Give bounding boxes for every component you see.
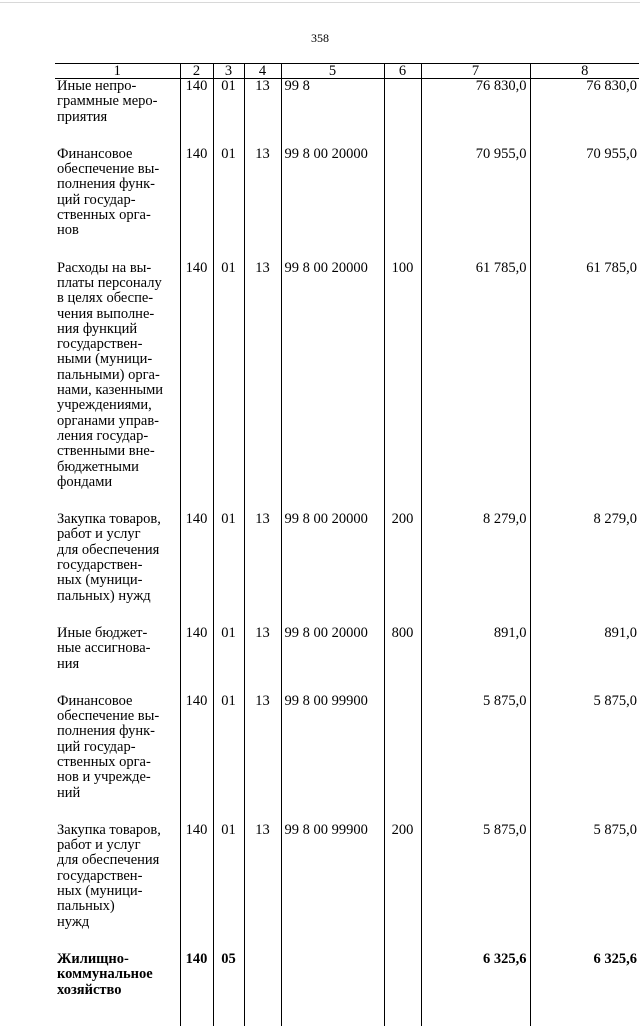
cell-code-6 <box>384 79 421 147</box>
cell-amount-7: 70 955,0 <box>421 147 530 261</box>
cell-amount-7: 8 279,0 <box>421 512 530 626</box>
cell-code-4: 13 <box>244 147 281 261</box>
cell-code-6 <box>384 694 421 823</box>
cell-code-3: 05 <box>213 952 244 1026</box>
table-row <box>55 823 639 952</box>
cell-code-4: 13 <box>244 261 281 512</box>
cell-amount-7: 61 785,0 <box>421 261 530 512</box>
cell-code-4 <box>244 952 281 1026</box>
cell-code-4: 13 <box>244 694 281 823</box>
cell-code-3: 01 <box>213 147 244 261</box>
cell-code-3: 01 <box>213 79 244 147</box>
cell-amount-8: 70 955,0 <box>530 147 639 261</box>
table-row <box>55 512 639 626</box>
row-name: Жилищно- коммунальное хозяйство <box>57 950 153 998</box>
row-name: Финансовое обеспечение вы- полнения функ- ций государ- ственных орга- нов и учрежде- ний <box>57 692 160 801</box>
cell-code-6: 800 <box>384 626 421 694</box>
column-header: 5 <box>281 64 384 79</box>
row-name: Закупка товаров, работ и услуг для обеспечения государствен- ных (муници- пальных) нужд <box>57 821 161 930</box>
cell-code-3: 01 <box>213 823 244 952</box>
cell-code-5: 99 8 00 99900 <box>281 694 384 823</box>
cell-code-6 <box>384 952 421 1026</box>
row-name: Расходы на вы- платы персоналу в целях обеспе- чения выполне- ния функций государствен- ными (муници- пальными) орга- нами, казенными учреждениями, органами управ- ления государ- ственными вне- бюджетными фондами <box>57 259 164 490</box>
page-number: 358 <box>311 31 329 45</box>
cell-code-5: 99 8 00 20000 <box>281 512 384 626</box>
cell-code-2: 140 <box>180 694 213 823</box>
column-header: 8 <box>530 64 639 79</box>
cell-amount-7: 5 875,0 <box>421 694 530 823</box>
cell-amount-7: 5 875,0 <box>421 823 530 952</box>
cell-amount-8: 891,0 <box>530 626 639 694</box>
cell-code-4: 13 <box>244 512 281 626</box>
table-row <box>55 79 639 147</box>
cell-amount-8: 6 325,6 <box>530 952 639 1026</box>
column-header: 6 <box>384 64 421 79</box>
cell-code-6: 200 <box>384 512 421 626</box>
table-row <box>55 952 639 1026</box>
table-row <box>55 261 639 512</box>
cell-code-2: 140 <box>180 952 213 1026</box>
table-row <box>55 694 639 823</box>
cell-amount-7: 891,0 <box>421 626 530 694</box>
cell-code-3: 01 <box>213 694 244 823</box>
cell-amount-8: 5 875,0 <box>530 823 639 952</box>
row-name: Иные непро- граммные меро- приятия <box>57 78 158 125</box>
cell-amount-8: 5 875,0 <box>530 694 639 823</box>
cell-code-5: 99 8 00 99900 <box>281 823 384 952</box>
cell-code-6: 200 <box>384 823 421 952</box>
cell-amount-8: 8 279,0 <box>530 512 639 626</box>
table-row <box>55 147 639 261</box>
cell-code-2: 140 <box>180 261 213 512</box>
cell-code-4: 13 <box>244 626 281 694</box>
row-name: Закупка товаров, работ и услуг для обеспечения государствен- ных (муници- пальных) нужд <box>57 511 161 604</box>
cell-amount-7: 76 830,0 <box>421 79 530 147</box>
cell-code-6: 100 <box>384 261 421 512</box>
cell-code-3: 01 <box>213 512 244 626</box>
column-header: 3 <box>213 64 244 79</box>
cell-amount-7: 6 325,6 <box>421 952 530 1026</box>
column-header: 2 <box>180 64 213 79</box>
cell-code-5: 99 8 00 20000 <box>281 147 384 261</box>
cell-code-2: 140 <box>180 147 213 261</box>
cell-amount-8: 76 830,0 <box>530 79 639 147</box>
cell-code-2: 140 <box>180 79 213 147</box>
cell-code-3: 01 <box>213 261 244 512</box>
column-header: 7 <box>421 64 530 79</box>
column-header: 1 <box>55 64 180 79</box>
cell-code-2: 140 <box>180 823 213 952</box>
cell-code-2: 140 <box>180 512 213 626</box>
cell-code-2: 140 <box>180 626 213 694</box>
top-rule <box>0 2 640 3</box>
cell-code-5 <box>281 952 384 1026</box>
column-header: 4 <box>244 64 281 79</box>
header-row <box>55 64 639 79</box>
cell-amount-8: 61 785,0 <box>530 261 639 512</box>
budget-table <box>55 63 639 1026</box>
cell-code-5: 99 8 <box>281 79 384 147</box>
cell-code-6 <box>384 147 421 261</box>
row-name: Финансовое обеспечение вы- полнения функ- ций государ- ственных орга- нов <box>57 145 160 239</box>
cell-code-4: 13 <box>244 823 281 952</box>
cell-code-4: 13 <box>244 79 281 147</box>
cell-code-5: 99 8 00 20000 <box>281 626 384 694</box>
cell-code-5: 99 8 00 20000 <box>281 261 384 512</box>
row-name: Иные бюджет- ные ассигнова- ния <box>57 624 151 672</box>
cell-code-3: 01 <box>213 626 244 694</box>
table-row <box>55 626 639 694</box>
